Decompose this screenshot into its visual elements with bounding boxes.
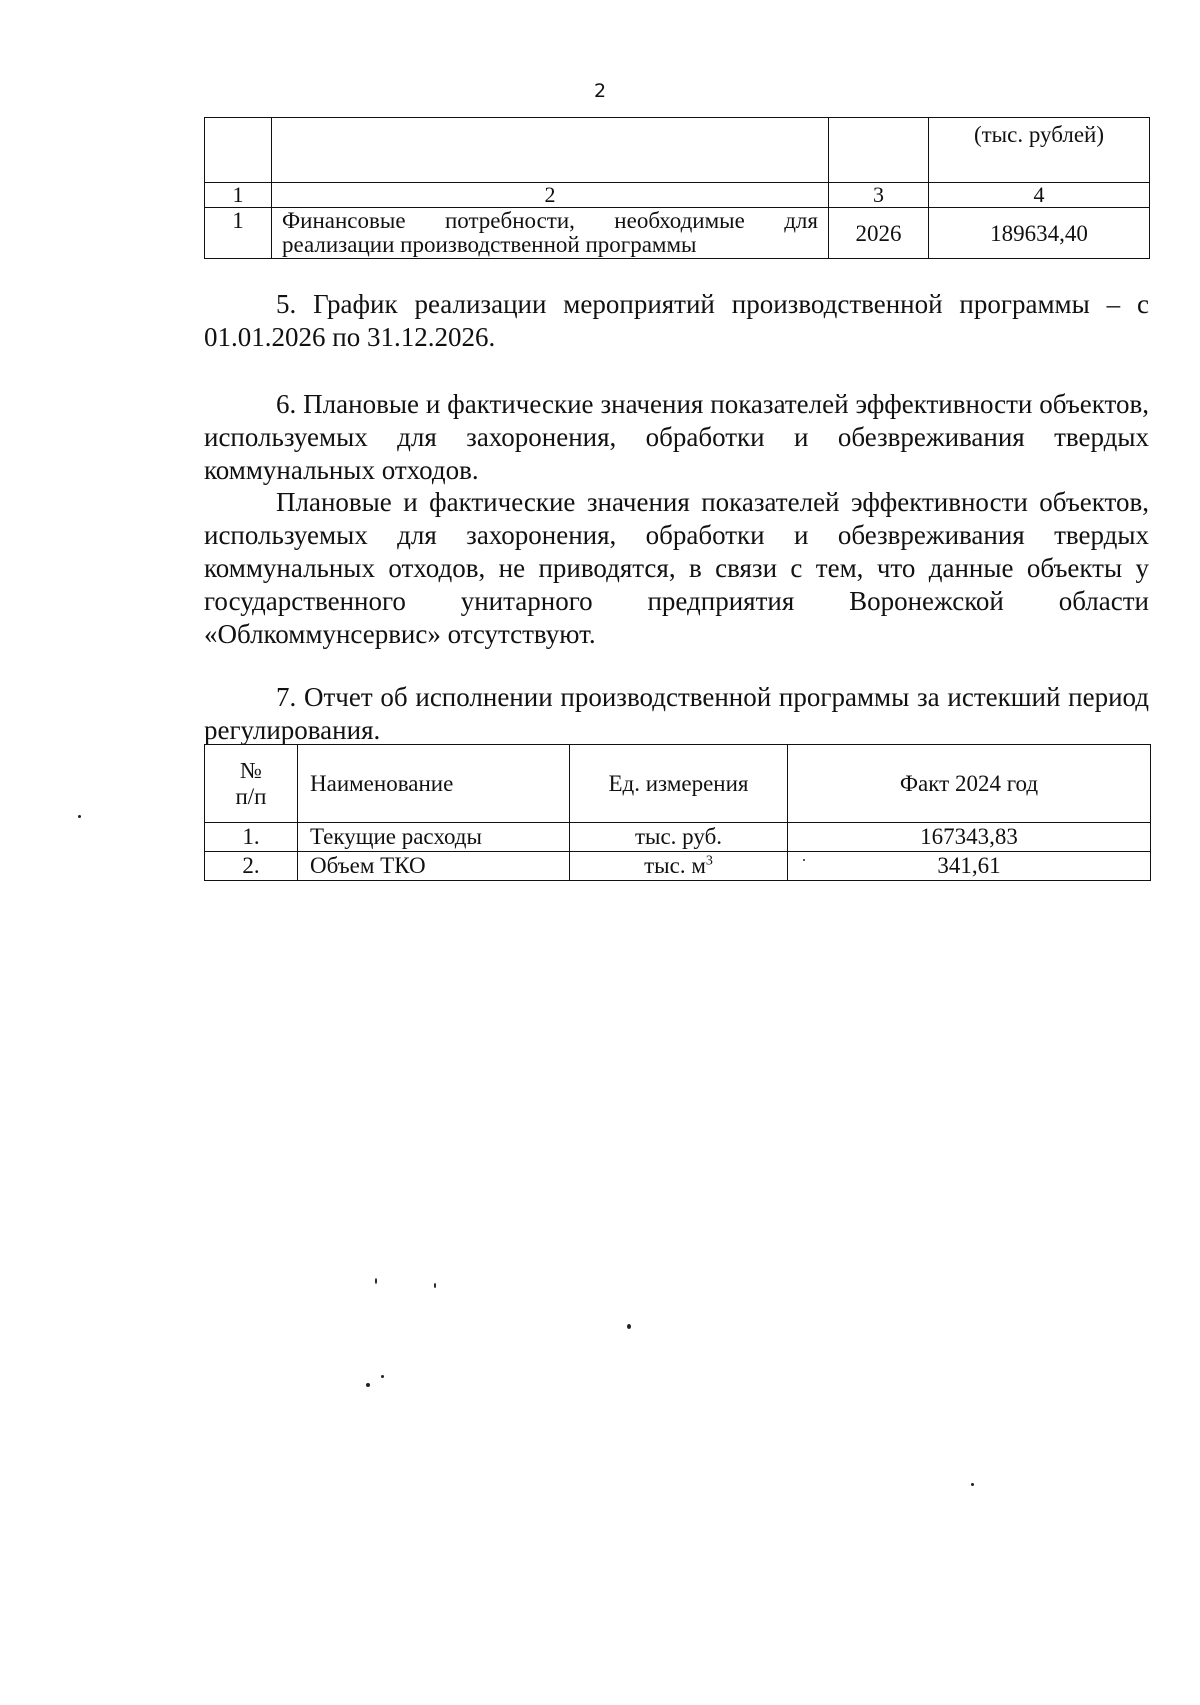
header-name: Наименование [298, 745, 570, 823]
row-name-text: Финансовые потребности, необходимые для реализации производственной программы [282, 208, 818, 258]
row-num: 1. [205, 823, 298, 852]
section-7: 7. Отчет об исполнении производственной программы за истекший период регулирования. [204, 682, 1149, 745]
page-number: 2 [593, 80, 607, 102]
section-6-title: 6. Плановые и фактические значения показателей эффективности объектов, используемых для захоронения, обработки и обезвреживания твердых коммунальных отходов. [204, 389, 1149, 485]
scan-speck [366, 1383, 370, 1387]
header-num-line2: п/п [235, 783, 267, 809]
report-table [204, 744, 1151, 881]
row-year: 2026 [829, 208, 929, 259]
row-name: Текущие расходы [298, 823, 570, 852]
column-number: 3 [829, 183, 929, 208]
row-name: Объем ТКО [298, 852, 570, 881]
financial-needs-table [204, 117, 1150, 259]
row-unit: тыс. руб. [570, 823, 788, 852]
header-num [205, 745, 298, 823]
header-fact: Факт 2024 год [788, 745, 1151, 823]
column-number: 1 [205, 183, 272, 208]
section-5: 5. График реализации мероприятий производственной программы – с 01.01.2026 по 31.12.2026. [204, 289, 1149, 352]
table-row [205, 852, 1151, 881]
scan-speck [375, 1278, 377, 1284]
column-number: 2 [272, 183, 829, 208]
header-unit: Ед. измерения [570, 745, 788, 823]
row-name [272, 208, 829, 259]
row-unit [570, 852, 788, 881]
scan-speck [803, 859, 805, 861]
header-cell-empty [205, 118, 272, 183]
row-value: 167343,83 [788, 823, 1151, 852]
scan-speck [971, 1483, 974, 1486]
row-number: 1 [205, 208, 272, 259]
scan-speck [381, 1375, 384, 1378]
scan-speck [78, 815, 81, 818]
table-row [205, 823, 1151, 852]
unit-label: (тыс. рублей) [929, 118, 1150, 183]
row-num: 2. [205, 852, 298, 881]
column-number: 4 [929, 183, 1150, 208]
header-num-line1: № [240, 758, 262, 784]
row-amount: 189634,40 [929, 208, 1150, 259]
row-unit-sup: 3 [705, 853, 713, 869]
header-cell-empty [829, 118, 929, 183]
row-value: 341,61 [788, 852, 1151, 881]
section-6-body: Плановые и фактические значения показателей эффективности объектов, используемых для захоронения, обработки и обезвреживания твердых коммунальных отходов, не приводятся, в связи с тем, что данные объекты у государственного унитарного предприятия Воронежской области «Облкоммунсервис» отсутствуют. [204, 487, 1149, 649]
scan-speck [627, 1324, 631, 1329]
row-unit-text: тыс. м [644, 853, 706, 879]
header-cell-empty [272, 118, 829, 183]
scan-speck [434, 1283, 436, 1288]
